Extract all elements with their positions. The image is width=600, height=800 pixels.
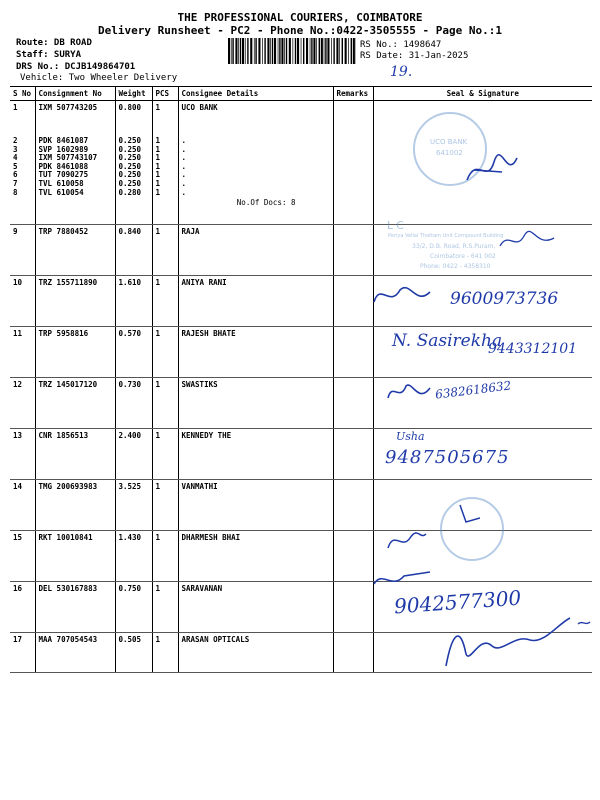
table-row <box>10 480 592 531</box>
consignee: RAJESH BHATE <box>181 329 236 338</box>
vehicle: Vehicle: Two Wheeler Delivery <box>20 73 178 83</box>
consignment-no: TVL 610054 <box>38 187 84 197</box>
consignment-no: TRP 5958816 <box>38 329 89 338</box>
consignee: . <box>181 170 187 180</box>
remarks-cell <box>333 582 373 633</box>
pcs: 1 <box>155 103 161 112</box>
consignment-no: RKT 10010841 <box>38 533 93 542</box>
barcode <box>228 38 356 64</box>
consignment-no: SVP 1602989 <box>38 144 89 154</box>
sno: 17 <box>13 635 23 644</box>
remarks-cell <box>333 531 373 582</box>
handwritten-name: N. Sasirekha <box>392 331 503 351</box>
consignment-no: TRP 7880452 <box>38 227 89 236</box>
consignee: KENNEDY THE <box>181 431 232 440</box>
sno: 4 <box>13 153 18 163</box>
remarks-cell <box>333 633 373 673</box>
signature-row16 <box>370 562 470 592</box>
remarks-cell <box>333 276 373 327</box>
pcs: 1 <box>155 533 161 542</box>
pcs: 1 <box>155 278 161 287</box>
sub-sno-list <box>13 137 32 197</box>
remarks-cell <box>333 327 373 378</box>
sno: 12 <box>13 380 23 389</box>
consignment-no: TRZ 155711890 <box>38 278 98 287</box>
weight: 0.730 <box>118 380 142 389</box>
pcs: 1 <box>155 170 161 180</box>
pcs: 1 <box>155 431 161 440</box>
weight: 2.400 <box>118 431 142 440</box>
weight: 0.505 <box>118 635 142 644</box>
consignee: . <box>181 136 187 145</box>
stamp-text: 33/2, D.B. Road, R.S.Puram, <box>412 243 496 250</box>
stamp-text: LC <box>387 219 407 232</box>
remarks-cell <box>333 429 373 480</box>
consignee: UCO BANK <box>181 103 218 112</box>
rs-number: RS No.: 1498647 <box>360 40 442 50</box>
consignment-no: DEL 530167883 <box>38 584 98 593</box>
weight: 1.610 <box>118 278 142 287</box>
pcs: 1 <box>155 329 161 338</box>
pcs: 1 <box>155 227 161 236</box>
consignee: VANMATHI <box>181 482 218 491</box>
weight: 0.250 <box>118 161 142 171</box>
consignment-no: TMG 200693983 <box>38 482 98 491</box>
pcs: 1 <box>155 584 161 593</box>
weight: 0.250 <box>118 170 142 180</box>
handwritten-phone: 9487505675 <box>385 447 510 468</box>
consignment-no: PDK 8461088 <box>38 161 89 171</box>
stamp-text: Periya Vellai Thottam Unit Compound Building <box>388 233 504 239</box>
pcs: 1 <box>155 635 161 644</box>
pcs: 1 <box>155 380 161 389</box>
pcs: 1 <box>155 144 161 154</box>
runsheet-title: Delivery Runsheet - PC2 - Phone No.:0422-3505555 - Page No.:1 <box>98 24 502 37</box>
remarks-cell <box>333 225 373 276</box>
stamp-text: UCO BANK <box>430 138 468 146</box>
handwritten-phone: 9042577300 <box>393 585 522 619</box>
consignment-no: MAA 707054543 <box>38 635 98 644</box>
weight: 0.750 <box>118 584 142 593</box>
consignment-no: TVL 610058 <box>38 178 84 188</box>
signature-row15 <box>380 500 480 560</box>
rs-date: RS Date: 31-Jan-2025 <box>360 51 469 61</box>
col-seal: Seal & Signature <box>373 87 592 101</box>
signature-row12 <box>384 378 434 408</box>
consignment-no: IXM 507743107 <box>38 153 98 163</box>
consignee: . <box>181 187 187 197</box>
weight: 0.800 <box>118 103 142 112</box>
sno: 3 <box>13 144 18 154</box>
sno: 13 <box>13 431 23 440</box>
weight: 0.280 <box>118 187 142 197</box>
sno: 8 <box>13 187 18 197</box>
staff: Staff: SURYA <box>16 50 82 60</box>
weight: 0.250 <box>118 136 142 145</box>
sno: 6 <box>13 170 18 180</box>
consignee: . <box>181 153 187 163</box>
weight: 0.840 <box>118 227 142 236</box>
consignee: SWASTIKS <box>181 380 218 389</box>
stamp-text: Coimbatore - 641 002 <box>430 253 496 260</box>
company-name: THE PROFESSIONAL COURIERS, COIMBATORE <box>177 11 423 24</box>
signature-row9 <box>498 226 558 256</box>
weight: 1.430 <box>118 533 142 542</box>
weight: 0.250 <box>118 144 142 154</box>
col-sno: S No <box>10 87 35 101</box>
consignee: SARAVANAN <box>181 584 223 593</box>
consignee: RAJA <box>181 227 200 236</box>
pcs: 1 <box>155 187 161 197</box>
weight: 0.250 <box>118 153 142 163</box>
remarks-cell <box>333 480 373 531</box>
table-header <box>10 87 592 101</box>
consignee: DHARMESH BHAI <box>181 533 241 542</box>
sno: 15 <box>13 533 23 542</box>
handwritten-count: 19. <box>390 64 413 80</box>
col-weight: Weight <box>115 87 152 101</box>
col-consignment: Consignment No <box>35 87 115 101</box>
consignment-no: CNR 1856513 <box>38 431 89 440</box>
pcs: 1 <box>155 161 161 171</box>
signature-row10 <box>370 280 450 310</box>
col-pcs: PCS <box>152 87 178 101</box>
pcs: 1 <box>155 482 161 491</box>
col-consignee: Consignee Details <box>178 87 333 101</box>
sno: 16 <box>13 584 23 593</box>
consignment-no: PDK 8461087 <box>38 136 89 145</box>
consignee: . <box>181 144 187 154</box>
consignee: . <box>181 178 187 188</box>
signature-row17 <box>440 604 600 674</box>
consignment-no: TUT 7090275 <box>38 170 89 180</box>
consignment-no: IXM 507743205 <box>38 103 98 112</box>
consignee: . <box>181 161 187 171</box>
sno: 2 <box>13 136 18 145</box>
sno: 11 <box>13 329 23 338</box>
sno: 9 <box>13 227 18 236</box>
pcs: 1 <box>155 178 161 188</box>
sno: 10 <box>13 278 23 287</box>
pcs: 1 <box>155 153 161 163</box>
stamp-text: Phone: 0422 - 4358310 <box>420 263 491 270</box>
sno: 7 <box>13 178 18 188</box>
handwritten-phone: 9600973736 <box>450 289 559 309</box>
sno: 5 <box>13 161 18 171</box>
pcs: 1 <box>155 136 161 145</box>
weight: 3.525 <box>118 482 142 491</box>
drs-number: DRS No.: DCJB149864701 <box>16 62 136 72</box>
table-row <box>10 531 592 582</box>
handwritten-name: Usha <box>396 430 425 443</box>
consignment-no: TRZ 145017120 <box>38 380 98 389</box>
stamp-text: 641002 <box>436 149 463 157</box>
consignee: ARASAN OPTICALS <box>181 635 250 644</box>
col-remarks: Remarks <box>333 87 373 101</box>
weight: 0.570 <box>118 329 142 338</box>
weight: 0.250 <box>118 178 142 188</box>
handwritten-phone: 6382618632 <box>434 378 512 402</box>
consignee: ANIYA RANI <box>181 278 227 287</box>
route: Route: DB ROAD <box>16 38 92 48</box>
signature-row1 <box>462 150 522 190</box>
sno: 1 <box>13 103 18 112</box>
handwritten-phone: 9443312101 <box>488 341 578 357</box>
docs-count: No.Of Docs: 8 <box>236 198 296 208</box>
sno: 14 <box>13 482 23 491</box>
remarks-cell <box>333 378 373 429</box>
